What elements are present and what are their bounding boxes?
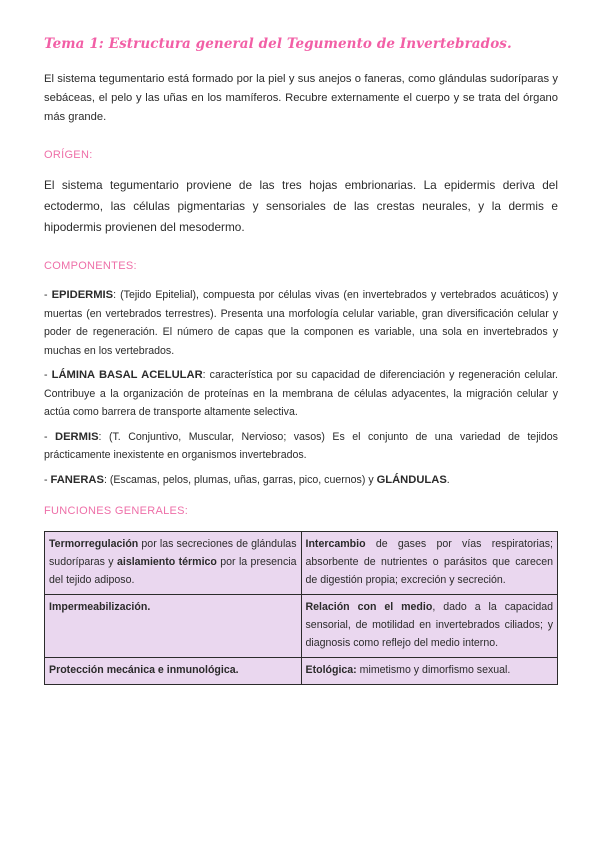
cell-term: Relación con el medio (305, 601, 433, 613)
component-text-end: . (446, 473, 450, 486)
table-cell (301, 595, 558, 658)
table-row (45, 532, 558, 595)
component-prefix: - (44, 369, 52, 381)
cell-text-2: por la presencia del tejido adiposo. (49, 556, 297, 586)
table-cell (45, 658, 302, 685)
component-text: : característica por su capacidad de diferenciación y regeneración celular. Contribuye a la organización de proteínas en la membrana de células adyacentes, la migración celular y actúa como barrera de transporte altamente selectiva. (44, 369, 558, 418)
componentes-heading: COMPONENTES: (44, 260, 137, 272)
component-text: : (Tejido Epitelial), compuesta por células vivas (en invertebrados y vertebrados acuáticos) y muertas (en vertebrados terrestres). Presenta una morfología celular variable, gran diversificación celular y poder de regeneración. El número de capas que la componen es variable, una sola en invertebrados y muchas en los vertebrados. (44, 289, 558, 357)
cell-term-2: aislamiento térmico (116, 556, 217, 568)
page-title: Tema 1: Estructura general del Tegumento de Invertebrados. (44, 36, 512, 52)
component-prefix: - (44, 289, 52, 301)
table-cell (301, 532, 558, 595)
component-prefix: - (44, 430, 56, 443)
cell-text: de gases por vías respiratorias; absorbente de nutrientes o parásitos que carecen de digestión propia; excreción y secreción. (305, 538, 553, 586)
component-prefix: - (44, 473, 51, 486)
funciones-table (44, 531, 558, 685)
component-lamina-basal (44, 366, 558, 422)
component-term: FANERAS (50, 473, 104, 486)
component-term: DERMIS (55, 430, 99, 443)
origen-paragraph: El sistema tegumentario proviene de las tres hojas embrionarias. La epidermis deriva del ectodermo, las células pigmentarias y sensoriales de las crestas neurales, y la dermis e hipodermis provienen del mesodermo. (44, 178, 558, 234)
cell-text: , dado a la capacidad sensorial, de motilidad en invertebrados ciliados; y diagnosis como reflejo del medio interno. (305, 601, 554, 649)
component-faneras (44, 471, 558, 490)
component-epidermis (44, 286, 558, 360)
table-cell (45, 532, 302, 595)
cell-term: Impermeabilización. (49, 601, 151, 613)
table-row (45, 595, 558, 658)
component-dermis (44, 428, 558, 465)
cell-term: Intercambio (305, 538, 366, 550)
table-cell (301, 658, 558, 685)
component-term: LÁMINA BASAL ACELULAR (51, 369, 203, 381)
component-text: : (Escamas, pelos, plumas, uñas, garras, pico, cuernos) y (103, 473, 377, 486)
cell-term: Protección mecánica e inmunológica. (49, 664, 239, 676)
cell-term: Etológica: (305, 664, 357, 676)
origen-heading: ORÍGEN: (44, 149, 93, 161)
component-term-glandulas: GLÁNDULAS (376, 473, 447, 486)
component-text: : (T. Conjuntivo, Muscular, Nervioso; vasos) Es el conjunto de una variedad de tejidos prácticamente inexistente en organismos invertebrados. (44, 430, 558, 461)
cell-term: Termorregulación (49, 538, 139, 550)
component-term: EPIDERMIS (51, 289, 114, 301)
cell-text: por las secreciones de glándulas sudoríparas y (49, 538, 297, 568)
table-row (45, 658, 558, 685)
intro-paragraph: El sistema tegumentario está formado por la piel y sus anejos o faneras, como glándulas sudoríparas y sebáceas, el pelo y las uñas en los mamíferos. Recubre externamente el cuerpo y se trata del órgano más grande. (44, 73, 558, 123)
table-cell (45, 595, 302, 658)
funciones-heading: FUNCIONES GENERALES: (44, 505, 189, 517)
cell-text: mimetismo y dimorfismo sexual. (356, 664, 511, 676)
